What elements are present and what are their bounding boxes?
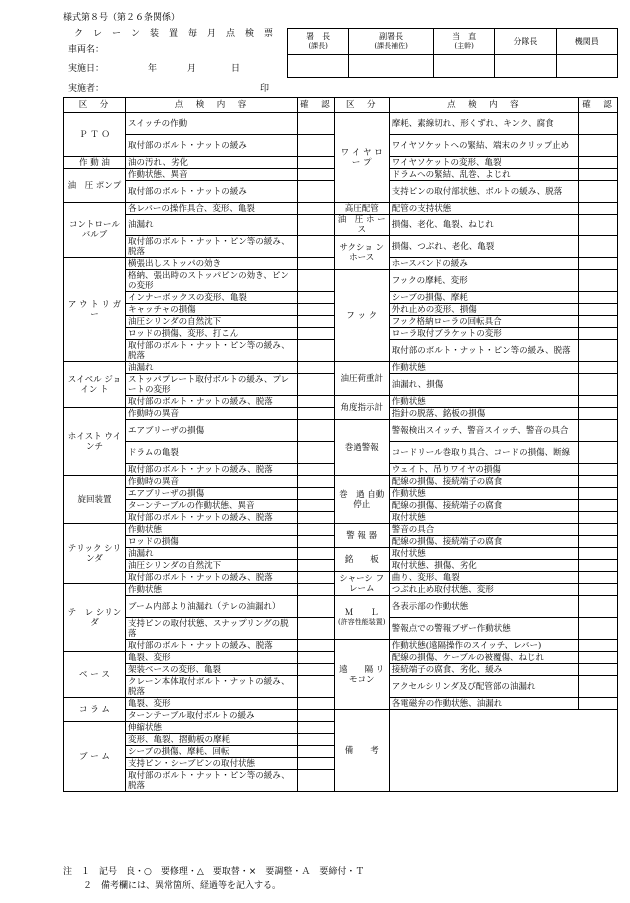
inspection-item: 支持ピンの取付部状態、ボルトの緩み、脱落 xyxy=(389,181,578,203)
inspection-item: 亀裂、変形 xyxy=(125,652,297,664)
table-row xyxy=(64,270,618,292)
inspection-item: 亀裂、変形 xyxy=(125,698,297,710)
check-box[interactable] xyxy=(578,113,617,135)
inspection-item: シーブの損傷、摩耗 xyxy=(389,292,578,304)
col-check: 確 認 xyxy=(297,98,334,113)
inspection-item: ロッドの損傷 xyxy=(125,536,297,548)
inspection-item: 格納、張出時のストッパピンの効き、ピンの変形 xyxy=(125,270,297,292)
category-label: ベ ー ス xyxy=(79,669,110,680)
signoff-title-cell xyxy=(433,29,494,55)
check-box[interactable] xyxy=(297,652,334,664)
category-cell xyxy=(64,408,126,476)
table-row xyxy=(64,362,618,374)
inspection-item: フックの摩耗、変形 xyxy=(389,270,578,292)
table-row xyxy=(64,113,618,135)
check-box[interactable] xyxy=(297,710,334,722)
check-box[interactable] xyxy=(297,746,334,758)
category-label: Ｐ Ｔ Ｏ xyxy=(79,129,110,140)
table-row xyxy=(64,215,618,236)
inspection-item: 配線の損傷、接続端子の腐食 xyxy=(389,476,578,488)
inspection-item: 取付部のボルト・ナット・ピン等の緩み、脱落 xyxy=(389,340,578,362)
check-box[interactable] xyxy=(297,524,334,536)
category-label: Ｍ Ｌ xyxy=(344,608,379,618)
category-cell xyxy=(334,420,389,476)
signoff-title-cell xyxy=(349,29,434,55)
form-number: 様式第８号（第２６条関係） xyxy=(63,13,181,23)
category-cell xyxy=(334,203,389,215)
category-label: ホイスト ウインチ xyxy=(67,431,122,452)
inspection-item: 油の汚れ、劣化 xyxy=(125,157,297,169)
inspection-item: ブーム内部より油漏れ（テレの油漏れ） xyxy=(125,596,297,618)
check-box[interactable] xyxy=(297,618,334,640)
signoff-stamp-box[interactable] xyxy=(433,55,494,78)
category-cell xyxy=(334,396,389,420)
date-day: 日 xyxy=(231,64,241,74)
check-box[interactable] xyxy=(578,135,617,157)
category-label: 油 圧 ポンプ xyxy=(67,180,122,191)
inspection-item: 作動状態 xyxy=(389,488,578,500)
inspection-item: 取付部のボルト・ナット・ピン等の緩み、脱落 xyxy=(125,340,297,362)
table-row xyxy=(64,396,618,408)
check-box[interactable] xyxy=(578,442,617,464)
check-box[interactable] xyxy=(578,500,617,512)
table-row xyxy=(64,203,618,215)
inspection-item: 横張出しストッパの効き xyxy=(125,258,297,270)
inspection-item: ストッパプレート取付ボルトの緩み、プレートの変形 xyxy=(125,374,297,396)
remarks-field[interactable] xyxy=(389,710,617,792)
inspection-item: 取付部のボルト・ナットの緩み xyxy=(125,135,297,157)
check-box[interactable] xyxy=(578,524,617,536)
category-label: 巻 過 自動停止 xyxy=(339,489,385,510)
signoff-subtitle: (課長) xyxy=(308,42,328,50)
category-label: テ レ シリンダ xyxy=(67,607,122,628)
check-box[interactable] xyxy=(297,722,334,734)
inspection-item: ターンテーブルの作動状態、異音 xyxy=(125,500,297,512)
category-label: 角度指示計 xyxy=(340,402,383,413)
inspection-item: 作動状態(遠隔操作のスイッチ、レバー) xyxy=(389,640,578,652)
date-label: 実施日： xyxy=(68,64,105,74)
check-box[interactable] xyxy=(578,181,617,203)
table-row xyxy=(64,420,618,442)
check-box[interactable] xyxy=(578,536,617,548)
category-label: サクショ ンホース xyxy=(339,242,385,263)
category-cell xyxy=(334,270,389,362)
category-label: 巻過警報 xyxy=(344,442,379,453)
check-box[interactable] xyxy=(578,340,617,362)
signoff-title-cell xyxy=(495,29,556,55)
check-box[interactable] xyxy=(297,572,334,584)
inspection-item: 取付部のボルト・ナットの緩み、脱落 xyxy=(125,640,297,652)
inspection-item: 支持ピン・シーブピンの取付状態 xyxy=(125,758,297,770)
category-cell xyxy=(64,258,126,362)
category-cell xyxy=(64,652,126,698)
check-box[interactable] xyxy=(297,157,334,169)
inspection-item: 外れ止めの変形、損傷 xyxy=(389,304,578,316)
signoff-title: 副署長 xyxy=(379,32,404,41)
check-box[interactable] xyxy=(297,328,334,340)
inspection-item: 油漏れ xyxy=(125,215,297,236)
inspection-item: 取付部のボルト・ナットの緩み、脱落 xyxy=(125,396,297,408)
col-check: 確 認 xyxy=(578,98,617,113)
signoff-stamp-box[interactable] xyxy=(495,55,556,78)
check-box[interactable] xyxy=(578,572,617,584)
check-box[interactable] xyxy=(578,270,617,292)
table-row xyxy=(64,572,618,584)
check-box[interactable] xyxy=(578,596,617,618)
check-box[interactable] xyxy=(578,560,617,572)
table-row xyxy=(64,236,618,258)
check-box[interactable] xyxy=(297,560,334,572)
inspection-item: エアブリーザの損傷 xyxy=(125,488,297,500)
check-box[interactable] xyxy=(578,420,617,442)
table-row xyxy=(64,524,618,536)
check-box[interactable] xyxy=(297,476,334,488)
signoff-title: 当 直 xyxy=(452,32,477,41)
check-box[interactable] xyxy=(297,464,334,476)
seal-mark: 印 xyxy=(260,84,270,94)
inspection-item: 作動時の異音 xyxy=(125,476,297,488)
inspection-item: 取付状態 xyxy=(389,548,578,560)
check-box[interactable] xyxy=(578,664,617,676)
category-cell xyxy=(334,548,389,572)
inspection-item: 各表示部の作動状態 xyxy=(389,596,578,618)
inspection-item: 配線の損傷、ケーブルの被覆傷、ねじれ xyxy=(389,652,578,664)
category-label: テリック シリンダ xyxy=(67,543,122,564)
category-cell xyxy=(334,236,389,270)
check-box[interactable] xyxy=(578,304,617,316)
inspection-item: コードリール巻取り具合、コードの損傷、断線 xyxy=(389,442,578,464)
check-box[interactable] xyxy=(578,652,617,664)
inspection-item: キャッチャの損傷 xyxy=(125,304,297,316)
category-cell xyxy=(64,722,126,792)
inspection-item: 作動状態 xyxy=(389,362,578,374)
check-box[interactable] xyxy=(297,215,334,236)
check-box[interactable] xyxy=(297,676,334,698)
check-box[interactable] xyxy=(297,181,334,203)
check-box[interactable] xyxy=(297,548,334,560)
inspection-item: シーブの損傷、摩耗、回転 xyxy=(125,746,297,758)
category-label: 油圧荷重計 xyxy=(340,373,383,384)
check-box[interactable] xyxy=(297,169,334,181)
inspection-item: 取付部のボルト・ナットの緩み xyxy=(125,181,297,203)
category-label: 備 考 xyxy=(344,745,379,756)
inspection-item: 損傷、老化、亀裂、ねじれ xyxy=(389,215,578,236)
inspection-item: 各レバーの操作具合、変形、亀裂 xyxy=(125,203,297,215)
check-box[interactable] xyxy=(297,304,334,316)
check-box[interactable] xyxy=(578,316,617,328)
check-box[interactable] xyxy=(297,500,334,512)
check-box[interactable] xyxy=(297,584,334,596)
inspection-item: 取付状態 xyxy=(389,512,578,524)
check-box[interactable] xyxy=(297,758,334,770)
check-box[interactable] xyxy=(578,512,617,524)
inspection-item: ホースバンドの緩み xyxy=(389,258,578,270)
category-label: 銘 板 xyxy=(344,554,379,565)
inspection-item: 作動状態 xyxy=(125,524,297,536)
inspection-item: 取付状態、損傷、劣化 xyxy=(389,560,578,572)
check-box[interactable] xyxy=(578,488,617,500)
check-box[interactable] xyxy=(297,258,334,270)
inspection-item: 油圧シリンダの自然沈下 xyxy=(125,316,297,328)
check-box[interactable] xyxy=(578,362,617,374)
category-cell xyxy=(64,698,126,722)
table-row xyxy=(64,476,618,488)
check-box[interactable] xyxy=(578,464,617,476)
inspection-item: 作動時の異音 xyxy=(125,408,297,420)
category-cell xyxy=(334,362,389,396)
check-box[interactable] xyxy=(578,157,617,169)
check-box[interactable] xyxy=(578,258,617,270)
check-box[interactable] xyxy=(297,512,334,524)
inspection-item: 損傷、つぶれ、老化、亀裂 xyxy=(389,236,578,258)
check-box[interactable] xyxy=(297,270,334,292)
check-box[interactable] xyxy=(578,548,617,560)
inspection-item: 各電磁弁の作動状態、油漏れ xyxy=(389,698,578,710)
check-box[interactable] xyxy=(297,340,334,362)
category-cell xyxy=(334,710,389,792)
inspection-item: ローラ取付ブラケットの変形 xyxy=(389,328,578,340)
check-box[interactable] xyxy=(578,396,617,408)
category-cell xyxy=(64,362,126,408)
table-row xyxy=(64,640,618,652)
check-box[interactable] xyxy=(297,698,334,710)
inspection-item: ロッドの損傷、変形、打こん xyxy=(125,328,297,340)
inspection-item: 伸縮状態 xyxy=(125,722,297,734)
inspection-item: 取付部のボルト・ナット・ピン等の緩み、脱落 xyxy=(125,770,297,792)
category-cell xyxy=(334,215,389,236)
category-label: スイベル ジョイン ト xyxy=(67,374,122,395)
check-box[interactable] xyxy=(297,488,334,500)
category-cell xyxy=(334,572,389,596)
check-box[interactable] xyxy=(297,596,334,618)
check-box[interactable] xyxy=(297,420,334,442)
check-box[interactable] xyxy=(297,236,334,258)
category-label: ワ イ ヤ ロ ー プ xyxy=(340,147,383,168)
inspection-item: 曲り、変形、亀裂 xyxy=(389,572,578,584)
inspection-item: ドラムの亀裂 xyxy=(125,442,297,464)
category-cell xyxy=(334,113,389,203)
signoff-title-cell xyxy=(556,29,617,55)
inspection-item: ターンテーブル取付ボルトの緩み xyxy=(125,710,297,722)
inspection-item: インナーボックスの変形、亀裂 xyxy=(125,292,297,304)
inspection-item: 取付部のボルト・ナットの緩み、脱落 xyxy=(125,464,297,476)
inspection-item: 指針の脱落、銘板の損傷 xyxy=(389,408,578,420)
check-box[interactable] xyxy=(297,664,334,676)
inspection-item: 油圧シリンダの自然沈下 xyxy=(125,560,297,572)
table-row xyxy=(64,548,618,560)
inspection-item: ワイヤソケットの変形、亀裂 xyxy=(389,157,578,169)
check-box[interactable] xyxy=(578,328,617,340)
check-box[interactable] xyxy=(578,236,617,258)
category-cell xyxy=(334,476,389,524)
signoff-title: 署 長 xyxy=(306,32,331,41)
category-cell xyxy=(64,113,126,157)
category-cell xyxy=(64,203,126,258)
check-box[interactable] xyxy=(578,618,617,640)
inspection-table xyxy=(63,97,618,792)
check-box[interactable] xyxy=(297,113,334,135)
category-cell xyxy=(64,584,126,652)
check-box[interactable] xyxy=(297,770,334,792)
inspection-item: 警報検出スイッチ、警音スイッチ、警音の具合 xyxy=(389,420,578,442)
check-box[interactable] xyxy=(297,408,334,420)
category-label: 遠 隔 リモコン xyxy=(339,664,385,685)
category-cell xyxy=(334,596,389,640)
signoff-title: 分隊長 xyxy=(513,36,538,46)
signoff-subtitle: (課長補佐) xyxy=(374,42,408,50)
check-box[interactable] xyxy=(578,640,617,652)
signoff-stamp-box[interactable] xyxy=(288,55,349,78)
check-box[interactable] xyxy=(578,169,617,181)
category-label: ブ ー ム xyxy=(79,751,110,762)
category-cell xyxy=(334,640,389,710)
inspection-item: クレーン本体取付ボルト・ナットの緩み、脱落 xyxy=(125,676,297,698)
inspection-item: 作動状態、異音 xyxy=(125,169,297,181)
column-header-row xyxy=(64,98,618,113)
inspection-item: ワイヤソケットへの緊結、端末のクリップ止め xyxy=(389,135,578,157)
signoff-stamp-box[interactable] xyxy=(349,55,434,78)
category-label: コントロールバルブ xyxy=(69,220,120,240)
inspection-item: ドラムへの緊結、乱巻、よじれ xyxy=(389,169,578,181)
signoff-stamp-box[interactable] xyxy=(556,55,617,78)
category-label: シャーシ フレーム xyxy=(339,573,385,594)
inspection-item: 油漏れ xyxy=(125,362,297,374)
date-month: 月 xyxy=(187,64,197,74)
signoff-table xyxy=(287,28,618,78)
check-box[interactable] xyxy=(578,374,617,396)
inspection-item: 作動状態 xyxy=(125,584,297,596)
check-box[interactable] xyxy=(578,215,617,236)
inspection-item: 配線の損傷、接続端子の腐食 xyxy=(389,500,578,512)
check-box[interactable] xyxy=(297,316,334,328)
check-box[interactable] xyxy=(297,362,334,374)
check-box[interactable] xyxy=(297,734,334,746)
check-box[interactable] xyxy=(297,536,334,548)
category-cell xyxy=(64,157,126,169)
check-box[interactable] xyxy=(297,442,334,464)
inspection-item: 油漏れ xyxy=(125,548,297,560)
col-content: 点 検 内 容 xyxy=(389,98,578,113)
category-label: 油 圧 ホ ー ス xyxy=(337,215,386,235)
vehicle-name-label: 車両名： xyxy=(68,45,105,55)
inspection-item: 取付部のボルト・ナットの緩み、脱落 xyxy=(125,572,297,584)
inspection-item: スイッチの作動 xyxy=(125,113,297,135)
check-box[interactable] xyxy=(578,698,617,710)
col-content: 点 検 内 容 xyxy=(125,98,297,113)
table-row xyxy=(64,596,618,618)
date-year: 年 xyxy=(148,64,158,74)
signoff-subtitle: (主幹) xyxy=(454,42,474,50)
category-label: 高圧配管 xyxy=(344,203,379,214)
check-box[interactable] xyxy=(297,135,334,157)
check-box[interactable] xyxy=(578,292,617,304)
inspection-item: 配線の損傷、接続端子の腐食 xyxy=(389,536,578,548)
note-1: 注 １ 記号 良・○ 要修理・△ 要取替・× 要調整・Ａ 要締付・Ｔ xyxy=(63,867,365,877)
note-2: ２ 備考欄には、異常箇所、経過等を記入する。 xyxy=(83,881,282,891)
check-box[interactable] xyxy=(297,374,334,396)
form-title: ク レ ー ン 装 置 毎 月 点 検 票 xyxy=(74,29,274,39)
category-cell xyxy=(334,524,389,548)
inspection-item: 油漏れ、損傷 xyxy=(389,374,578,396)
category-label: コ ラ ム xyxy=(79,704,110,715)
inspection-item: 警報点での警報ブザー作動状態 xyxy=(389,618,578,640)
check-box[interactable] xyxy=(297,292,334,304)
check-box[interactable] xyxy=(578,676,617,698)
inspection-item: 取付部のボルト・ナットの緩み、脱落 xyxy=(125,512,297,524)
check-box[interactable] xyxy=(297,640,334,652)
table-row xyxy=(64,710,618,722)
check-box[interactable] xyxy=(578,203,617,215)
inspector-label: 実施者： xyxy=(68,84,105,94)
col-category: 区 分 xyxy=(334,98,389,113)
category-label: ア ウ ト リ ガ ー xyxy=(67,299,122,320)
signoff-title-cell xyxy=(288,29,349,55)
inspection-item: 作動状態 xyxy=(389,396,578,408)
inspection-item: フック格納ローラの回転具合 xyxy=(389,316,578,328)
category-cell xyxy=(64,476,126,524)
inspection-item: ウェイト、吊りワイヤの損傷 xyxy=(389,464,578,476)
inspection-item: 支持ピンの取付状態、スナップリングの脱落 xyxy=(125,618,297,640)
inspection-item: つぶれ止め取付状態、変形 xyxy=(389,584,578,596)
inspection-item: 接続端子の腐食、劣化、緩み xyxy=(389,664,578,676)
inspection-item: 変形、亀裂、摺動板の摩耗 xyxy=(125,734,297,746)
category-label: フ ッ ク xyxy=(346,310,378,321)
col-category: 区 分 xyxy=(64,98,126,113)
check-box[interactable] xyxy=(578,408,617,420)
check-box[interactable] xyxy=(578,476,617,488)
category-label: 作 動 油 xyxy=(79,157,110,168)
check-box[interactable] xyxy=(297,396,334,408)
inspection-item: 警音の具合 xyxy=(389,524,578,536)
inspection-item: 取付部のボルト・ナット・ピン等の緩み、脱落 xyxy=(125,236,297,258)
inspection-item: アクセルシリンダ及び配管部の油漏れ xyxy=(389,676,578,698)
inspection-item: 架装ベースの変形、亀裂 xyxy=(125,664,297,676)
category-label: 旋回装置 xyxy=(77,494,112,505)
check-box[interactable] xyxy=(578,584,617,596)
check-box[interactable] xyxy=(297,203,334,215)
inspection-item: 摩耗、素線切れ、形くずれ、キンク、腐食 xyxy=(389,113,578,135)
category-cell xyxy=(64,524,126,584)
inspection-item: エアブリーザの損傷 xyxy=(125,420,297,442)
inspection-item: 配管の支持状態 xyxy=(389,203,578,215)
signoff-title: 機関員 xyxy=(574,36,599,46)
category-cell xyxy=(64,169,126,203)
category-sublabel: (許容性能装置) xyxy=(337,618,386,626)
category-label: 警 報 器 xyxy=(346,530,378,541)
